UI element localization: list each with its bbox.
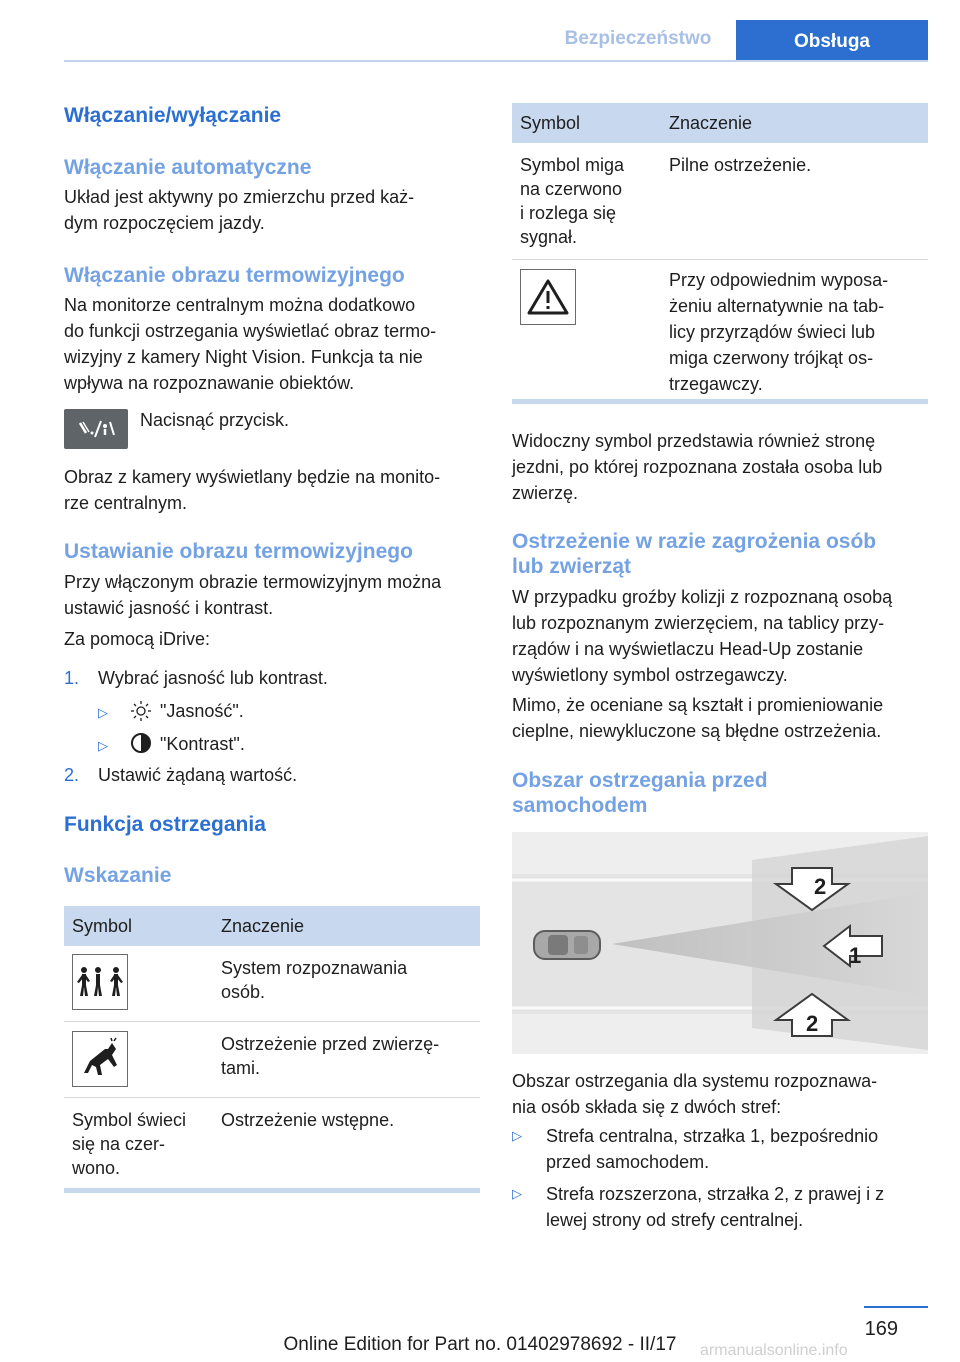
table-cell: Symbol miga	[520, 155, 625, 175]
paragraph-line: cieplne, niewykluczone są błędne ostrzeżenia.	[512, 721, 882, 741]
paragraph-line: Za pomocą iDrive:	[64, 629, 211, 649]
paragraph-line: Przy włączonym obrazie termowizyjnym można	[64, 572, 442, 592]
table-bottom-bar	[512, 399, 928, 404]
step-number: 1.	[64, 668, 80, 688]
warning-triangle-icon	[520, 269, 576, 325]
bullet-marker: ▷	[512, 1186, 522, 1201]
heading-auto-on: Włączanie automatyczne	[64, 156, 312, 179]
table-cell: Ostrzeżenie wstępne.	[221, 1110, 395, 1130]
paragraph-line: zwierzę.	[512, 483, 579, 503]
paragraph-line: Obraz z kamery wyświetlany będzie na monito‐	[64, 467, 441, 487]
table-cell: osób.	[221, 982, 266, 1002]
paragraph-line: nia osób składa się z dwóch stref:	[512, 1097, 782, 1117]
paragraph-line: rze centralnym.	[64, 493, 188, 513]
paragraph-line: Mimo, że oceniane są kształt i promieniowanie	[512, 695, 884, 715]
heading-on-off: Włączanie/wyłączanie	[64, 104, 282, 127]
contrast-icon	[130, 732, 152, 759]
bullet-marker: ▷	[512, 1128, 522, 1143]
indication-table	[64, 906, 480, 1194]
table-cell: miga czerwony trójkąt os‐	[669, 348, 874, 368]
row-divider	[64, 1021, 480, 1022]
paragraph-line: wpływa na rozpoznawanie obiektów.	[64, 373, 355, 393]
column-header-symbol: Symbol	[520, 113, 581, 133]
table-cell: tami.	[221, 1058, 261, 1078]
table-cell: żeniu alternatywnie na tab‐	[669, 296, 885, 316]
table-cell: Ostrzeżenie przed zwierzę‐	[221, 1034, 440, 1054]
table-cell: System rozpoznawania	[221, 958, 408, 978]
header-rule	[64, 60, 928, 62]
night-vision-button-icon	[64, 409, 128, 449]
bullet-text: przed samochodem.	[546, 1152, 710, 1172]
table-cell: Pilne ostrzeżenie.	[669, 155, 812, 175]
table-cell: Symbol świeci	[72, 1110, 187, 1130]
header-tab-obsluga: Obsługa	[736, 20, 928, 62]
heading-area-cont: samochodem	[512, 794, 648, 817]
sub-bullet-marker: ▷	[98, 705, 108, 720]
brightness-icon	[130, 700, 152, 727]
bullet-text: Strefa rozszerzona, strzałka 2, z prawej i z	[546, 1184, 885, 1204]
table-cell: i rozlega się	[520, 203, 617, 223]
table-cell: sygnał.	[520, 227, 578, 247]
page-number: 169	[864, 1318, 898, 1340]
sub-item-contrast: "Kontrast".	[160, 734, 245, 754]
warning-area-diagram	[512, 832, 928, 1054]
paragraph-line: jezdni, po której rozpoznana została osoba lub	[512, 457, 883, 477]
heading-warning-function: Funkcja ostrzegania	[64, 813, 266, 836]
step-text: Wybrać jasność lub kontrast.	[98, 668, 328, 688]
bullet-text: Strefa centralna, strzałka 1, bezpośrednio	[546, 1126, 879, 1146]
table-cell: na czerwono	[520, 179, 623, 199]
arrow-2-top-label: 2	[814, 874, 827, 899]
table-cell: Przy odpowiednim wyposa‐	[669, 270, 889, 290]
car-top-view	[534, 931, 600, 959]
press-button-text: Nacisnąć przycisk.	[140, 410, 290, 430]
table-cell: się na czer‐	[72, 1134, 166, 1154]
pedestrian-detection-icon	[72, 954, 128, 1010]
animal-warning-icon	[72, 1031, 128, 1087]
arrow-1-label: 1	[849, 943, 862, 968]
row-divider	[64, 1097, 480, 1098]
paragraph-line: wyświetlony symbol ostrzegawczy.	[512, 665, 788, 685]
paragraph-line: W przypadku groźby kolizji z rozpoznaną osobą	[512, 587, 893, 607]
heading-adjust: Ustawianie obrazu termowizyjnego	[64, 540, 413, 563]
edition-line: Online Edition for Part no. 01402978692 - II/17	[283, 1334, 677, 1355]
sub-item-brightness: "Jasność".	[160, 701, 244, 721]
paragraph-line: do funkcji ostrzegania wyświetlać obraz termo‐	[64, 321, 437, 341]
paragraph-line: dym rozpoczęciem jazdy.	[64, 213, 265, 233]
paragraph-line: Widoczny symbol przedstawia również stronę	[512, 431, 876, 451]
paragraph-line: wizyjny z kamery Night Vision. Funkcja ta nie	[64, 347, 423, 367]
heading-thermal-on: Włączanie obrazu termowizyjnego	[64, 264, 405, 287]
heading-area: Obszar ostrzegania przed	[512, 769, 768, 792]
heading-indication: Wskazanie	[64, 864, 172, 887]
watermark: armanualsonline.info	[700, 1342, 848, 1359]
footer-rule	[864, 1306, 928, 1308]
heading-danger: Ostrzeżenie w razie zagrożenia osób	[512, 530, 877, 553]
arrow-2-bottom-label: 2	[806, 1011, 819, 1036]
column-header-meaning: Znaczenie	[669, 113, 753, 133]
step-text: Ustawić żądaną wartość.	[98, 765, 298, 785]
step-number: 2.	[64, 765, 80, 785]
paragraph-line: Obszar ostrzegania dla systemu rozpoznawa‐	[512, 1071, 878, 1091]
paragraph-line: ustawić jasność i kontrast.	[64, 598, 274, 618]
column-header-meaning: Znaczenie	[221, 916, 305, 936]
table-cell: licy przyrządów świeci lub	[669, 322, 876, 342]
table-cell: wono.	[72, 1158, 121, 1178]
bullet-text: lewej strony od strefy centralnej.	[546, 1210, 804, 1230]
paragraph-line: rządów i na wyświetlaczu Head-Up zostanie	[512, 639, 864, 659]
row-divider	[512, 259, 928, 260]
column-header-symbol: Symbol	[72, 916, 133, 936]
warning-symbol-table	[512, 103, 928, 405]
paragraph-line: Układ jest aktywny po zmierzchu przed każ‐	[64, 187, 415, 207]
paragraph-line: lub rozpoznanym zwierzęciem, na tablicy przy‐	[512, 613, 885, 633]
table-cell: trzegawczy.	[669, 374, 763, 394]
heading-danger-cont: lub zwierząt	[512, 555, 632, 578]
table-bottom-bar	[64, 1188, 480, 1193]
sub-bullet-marker: ▷	[98, 738, 108, 753]
header-section-label: Bezpieczeństwo	[564, 28, 712, 49]
paragraph-line: Na monitorze centralnym można dodatkowo	[64, 295, 416, 315]
